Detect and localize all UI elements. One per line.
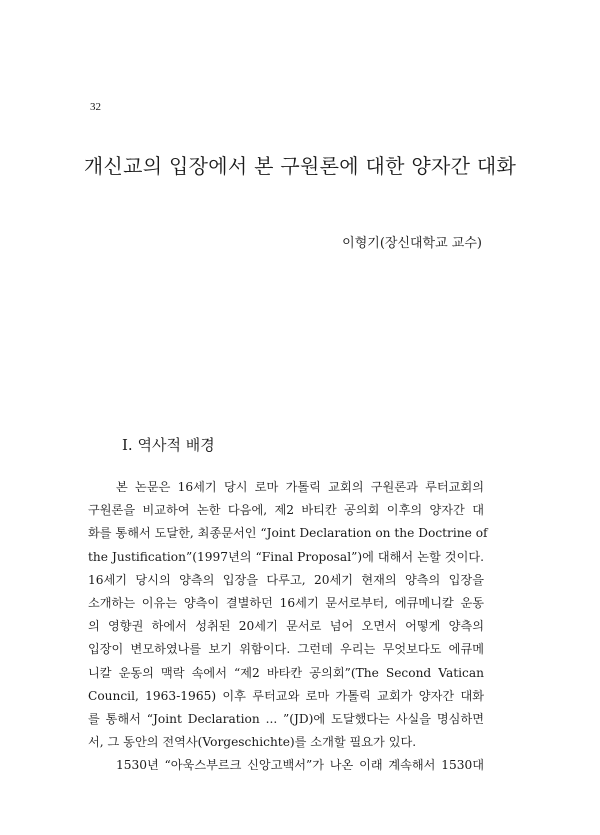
section-heading: I. 역사적 배경	[122, 436, 215, 454]
article-author: 이형기(장신대학교 교수)	[342, 236, 482, 251]
paragraph-line: 의 영향권 하에서 성취된 20세기 문서로 넘어 오면서 어떻게 양측의	[88, 619, 484, 634]
paragraph-line: Council, 1963-1965) 이후 루터교와 로마 가톨릭 교회가 양자간 대화	[88, 688, 484, 703]
paragraph-line: 소개하는 이유는 양측이 결별하던 16세기 문서로부터, 에큐메니칼 운동	[88, 596, 484, 611]
page-number: 32	[90, 101, 101, 113]
paragraph-line: 16세기 당시의 양측의 입장을 다루고, 20세기 현재의 양측의 입장을	[88, 572, 484, 587]
article-title: 개신교의 입장에서 본 구원론에 대한 양자간 대화	[83, 154, 517, 178]
paragraph-line: the Justification”(1997년의 “Final Proposal”)에 대해서 논할 것이다.	[88, 549, 484, 564]
paragraph-line: 본 논문은 16세기 당시 로마 가톨릭 교회의 구원론과 루터교회의	[116, 480, 484, 494]
paragraph-line: 서, 그 동안의 전역사(Vorgeschichte)를 소개할 필요가 있다.	[88, 735, 417, 750]
paragraph-line: 를 통해서 “Joint Declaration ... ”(JD)에 도달했다는 사실을 명심하면	[88, 712, 484, 727]
paragraph-line: 화를 통해서 도달한, 최종문서인 “Joint Declaration on the Doctrine of	[88, 526, 488, 541]
body-text	[88, 476, 488, 778]
paragraph-line: 구원론을 비교하여 논한 다음에, 제2 바티칸 공의회 이후의 양자간 대	[88, 503, 484, 518]
paragraph-line: 입장이 변모하였나를 보기 위함이다. 그런데 우리는 무엇보다도 에큐메	[88, 642, 484, 657]
paragraph-line: 1530년 “아욱스부르크 신앙고백서”가 나온 이래 계속해서 1530대	[116, 758, 484, 773]
paragraph-line: 니칼 운동의 맥락 속에서 “제2 바타칸 공의회”(The Second Vatican	[88, 665, 484, 680]
